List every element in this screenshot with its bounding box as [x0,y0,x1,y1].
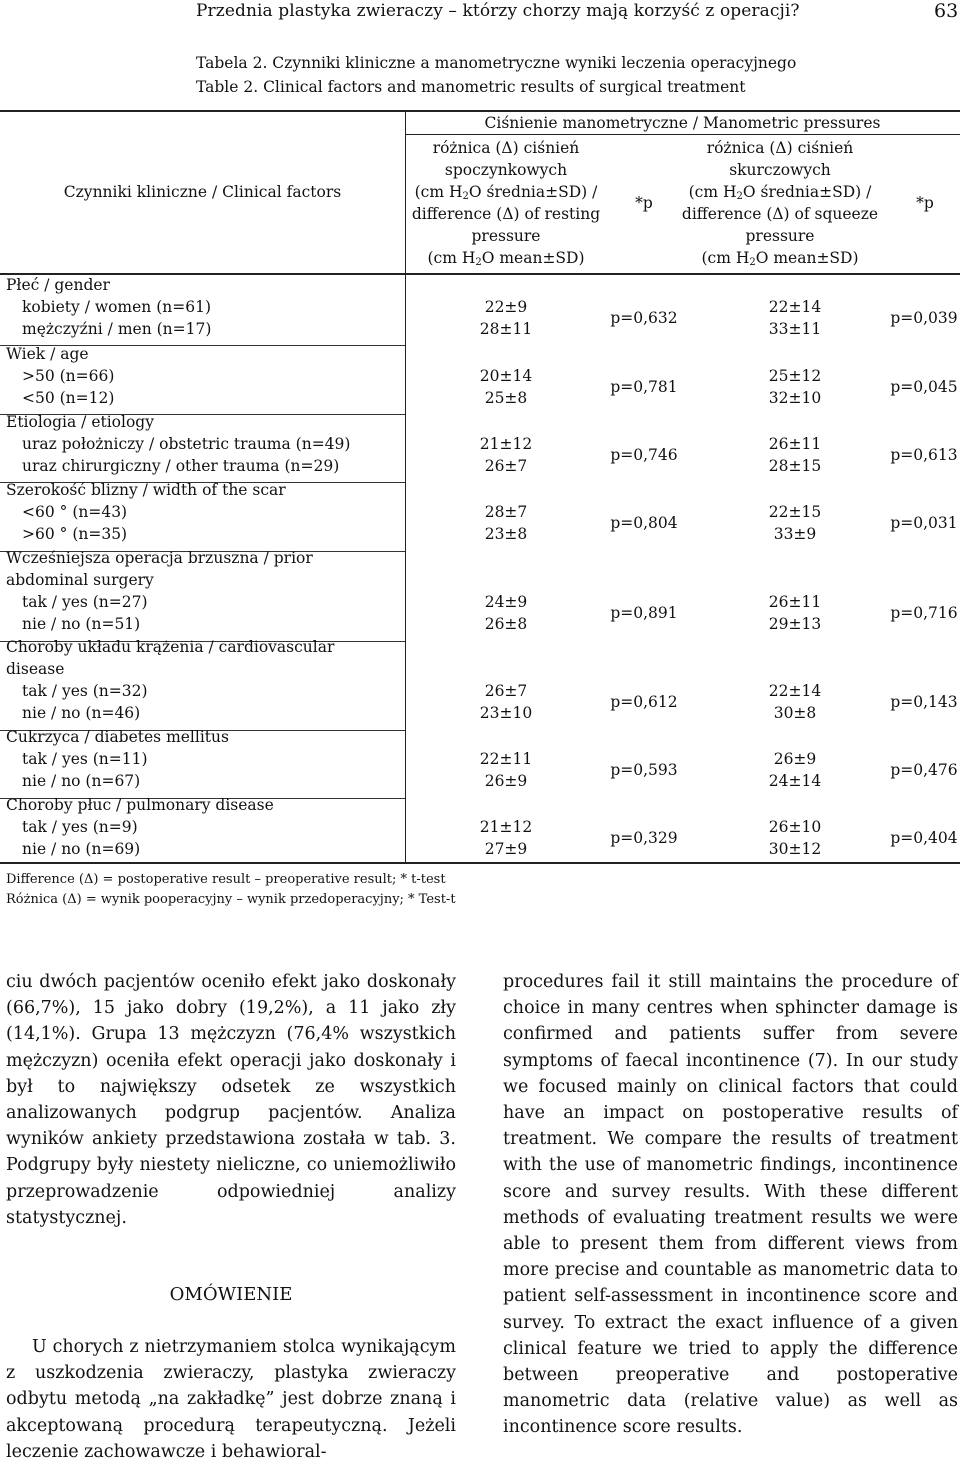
row-category: Choroby układu krążenia / cardiovascular [6,638,335,656]
squeeze-value: 32±10 [768,389,822,407]
p-value-squeeze: p=0,716 [890,604,958,622]
row-subgroup: tak / yes (n=32) [22,682,148,700]
header-line: difference (Δ) of squeeze [681,205,879,223]
squeeze-value: 26±11 [768,435,822,453]
squeeze-value: 26±10 [768,818,822,836]
row-category: Etiologia / etiology [6,413,154,431]
header-line: skurczowych [729,161,831,179]
row-category: disease [6,660,65,678]
p-value-rest: p=0,612 [610,693,678,711]
row-subgroup: kobiety / women (n=61) [22,298,212,316]
header-line: różnica (Δ) ciśnień [432,139,580,157]
row-subgroup: tak / yes (n=27) [22,593,148,611]
col-header-squeeze [680,137,880,269]
col-header-rest [406,137,606,269]
row-subgroup: >60 ° (n=35) [22,525,128,543]
table-header-rule [0,273,960,275]
row-subgroup: <50 (n=12) [22,389,115,407]
rest-value: 26±8 [484,615,528,633]
p-value-rest: p=0,781 [610,378,678,396]
p-value-rest: p=0,891 [610,604,678,622]
header-text: O mean±SD) [481,249,585,267]
rest-value: 22±11 [479,750,533,768]
header-line [680,247,880,269]
header-line: spoczynkowych [444,161,568,179]
squeeze-value: 30±8 [773,704,817,722]
rest-value: 21±12 [479,435,533,453]
row-subgroup: <60 ° (n=43) [22,503,128,521]
row-subgroup: uraz chirurgiczny / other trauma (n=29) [22,457,340,475]
row-category: Cukrzyca / diabetes mellitus [6,728,229,746]
subscript: 2 [475,257,482,268]
table-bottom-rule [0,862,960,864]
rest-value: 26±7 [484,457,528,475]
header-line: różnica (Δ) ciśnień [706,139,854,157]
table-footnote-pl: Różnica (Δ) = wynik pooperacyjny – wynik przedoperacyjny; * Test-t [6,892,456,907]
squeeze-value: 29±13 [768,615,822,633]
table-caption-en: Table 2. Clinical factors and manometric results of surgical treatment [196,78,746,96]
row-subgroup: nie / no (n=46) [22,704,141,722]
rest-value: 28±11 [479,320,533,338]
row-subgroup: uraz położniczy / obstetric trauma (n=49) [22,435,351,453]
table-footnote-en: Difference (Δ) = postoperative result – preoperative result; * t-test [6,872,446,887]
row-subgroup: mężczyźni / men (n=17) [22,320,212,338]
header-text: (cm H [414,183,463,201]
header-text: O średnia±SD) / [742,183,872,201]
squeeze-value: 24±14 [768,772,822,790]
p-value-rest: p=0,804 [610,514,678,532]
squeeze-value: 28±15 [768,457,822,475]
table-subheader-rule [405,134,960,135]
col-header-group: Ciśnienie manometryczne / Manometric pressures [484,114,881,132]
rest-value: 27±9 [484,840,528,858]
section-heading: OMÓWIENIE [169,1284,293,1305]
row-category: Szerokość blizny / width of the scar [6,481,286,499]
header-line: difference (Δ) of resting [411,205,601,223]
squeeze-value: 33±11 [768,320,822,338]
row-subgroup: nie / no (n=69) [22,840,141,858]
col-header-p-squeeze: *p [916,194,934,212]
row-category: Choroby płuc / pulmonary disease [6,796,274,814]
running-title: Przednia plastyka zwieraczy – którzy chorzy mają korzyść z operacji? [196,1,800,21]
squeeze-value: 26±9 [773,750,817,768]
p-value-squeeze: p=0,613 [890,446,958,464]
header-line: pressure [471,227,541,245]
squeeze-value: 33±9 [773,525,817,543]
header-text: O mean±SD) [755,249,859,267]
header-line [406,247,606,269]
squeeze-value: 22±14 [768,682,822,700]
rest-value: 26±9 [484,772,528,790]
p-value-rest: p=0,632 [610,309,678,327]
p-value-rest: p=0,593 [610,761,678,779]
rest-value: 28±7 [484,503,528,521]
rest-value: 20±14 [479,367,533,385]
row-subgroup: >50 (n=66) [22,367,115,385]
rest-value: 26±7 [484,682,528,700]
squeeze-value: 22±14 [768,298,822,316]
p-value-rest: p=0,329 [610,829,678,847]
row-subgroup: nie / no (n=51) [22,615,141,633]
p-value-squeeze: p=0,143 [890,693,958,711]
row-category: Wcześniejsza operacja brzuszna / prior [6,549,313,567]
header-text: (cm H [701,249,750,267]
header-line: pressure [745,227,815,245]
row-subgroup: nie / no (n=67) [22,772,141,790]
table-caption-pl: Tabela 2. Czynniki kliniczne a manometryczne wyniki leczenia operacyjnego [196,54,797,72]
left-column-paragraph-2: U chorych z nietrzymaniem stolca wynikającym z uszkodzenia zwieraczy, plastyka zwieraczy odbytu metodą „na zakładkę” jest dobrze znaną i akceptowaną procedurą terapeutyczną. Jeżeli leczenie zachowawcze i behawioral- [6,1337,456,1462]
row-category: Płeć / gender [6,276,110,294]
rest-value: 25±8 [484,389,528,407]
col-header-factors: Czynniki kliniczne / Clinical factors [63,183,342,201]
p-value-squeeze: p=0,031 [890,514,958,532]
row-subgroup: tak / yes (n=11) [22,750,148,768]
p-value-squeeze: p=0,404 [890,829,958,847]
row-category: Wiek / age [6,345,89,363]
header-line [406,181,606,203]
header-text: O średnia±SD) / [468,183,598,201]
rest-value: 23±8 [484,525,528,543]
rest-value: 21±12 [479,818,533,836]
rest-value: 23±10 [479,704,533,722]
subscript: 2 [462,191,469,202]
row-category: abdominal surgery [6,571,154,589]
row-subgroup: tak / yes (n=9) [22,818,138,836]
left-column-paragraph: ciu dwóch pacjentów oceniło efekt jako doskonały (66,7%), 15 jako dobry (19,2%), a 11 jako zły (14,1%). Grupa 13 mężczyzn (76,4% wszystkich mężczyzn) oceniła efekt operacji jako doskonały i był to największy odsetek ze wszystkich analizowanych podgrup pacjentów. Analiza wyników ankiety przedstawiona została w tab. 3. Podgrupy były niestety nieliczne, co uniemożliwiło przeprowadzenie odpowiedniej analizy statystycznej. [6,972,456,1228]
squeeze-value: 22±15 [768,503,822,521]
subscript: 2 [749,257,756,268]
squeeze-value: 25±12 [768,367,822,385]
header-line [680,181,880,203]
squeeze-value: 30±12 [768,840,822,858]
col-header-p-rest: *p [635,194,653,212]
page-number: 63 [934,0,959,22]
subscript: 2 [736,191,743,202]
p-value-squeeze: p=0,039 [890,309,958,327]
clinical-factors-table [0,110,960,970]
right-column-paragraph: procedures fail it still maintains the procedure of choice in many centres when sphincter damage is confirmed and patients suffer from severe symptoms of faecal incontinence (7). In our study we focused mainly on clinical factors that could have an impact on postoperative results of treatment. We compare the results of treatment with the use of manometric findings, incontinence score and survey results. With these different methods of evaluating treatment results we were able to present them from different views from more precise and countable as manometric data to patient self-assessment in incontinence score and survey. To extract the exact influence of a given clinical feature we tried to apply the difference between preoperative and postoperative manometric data (relative value) as well as incontinence score results. [503,972,958,1438]
p-value-squeeze: p=0,045 [890,378,958,396]
header-text: (cm H [688,183,737,201]
squeeze-value: 26±11 [768,593,822,611]
rest-value: 22±9 [484,298,528,316]
p-value-rest: p=0,746 [610,446,678,464]
rest-value: 24±9 [484,593,528,611]
header-text: (cm H [427,249,476,267]
p-value-squeeze: p=0,476 [890,761,958,779]
